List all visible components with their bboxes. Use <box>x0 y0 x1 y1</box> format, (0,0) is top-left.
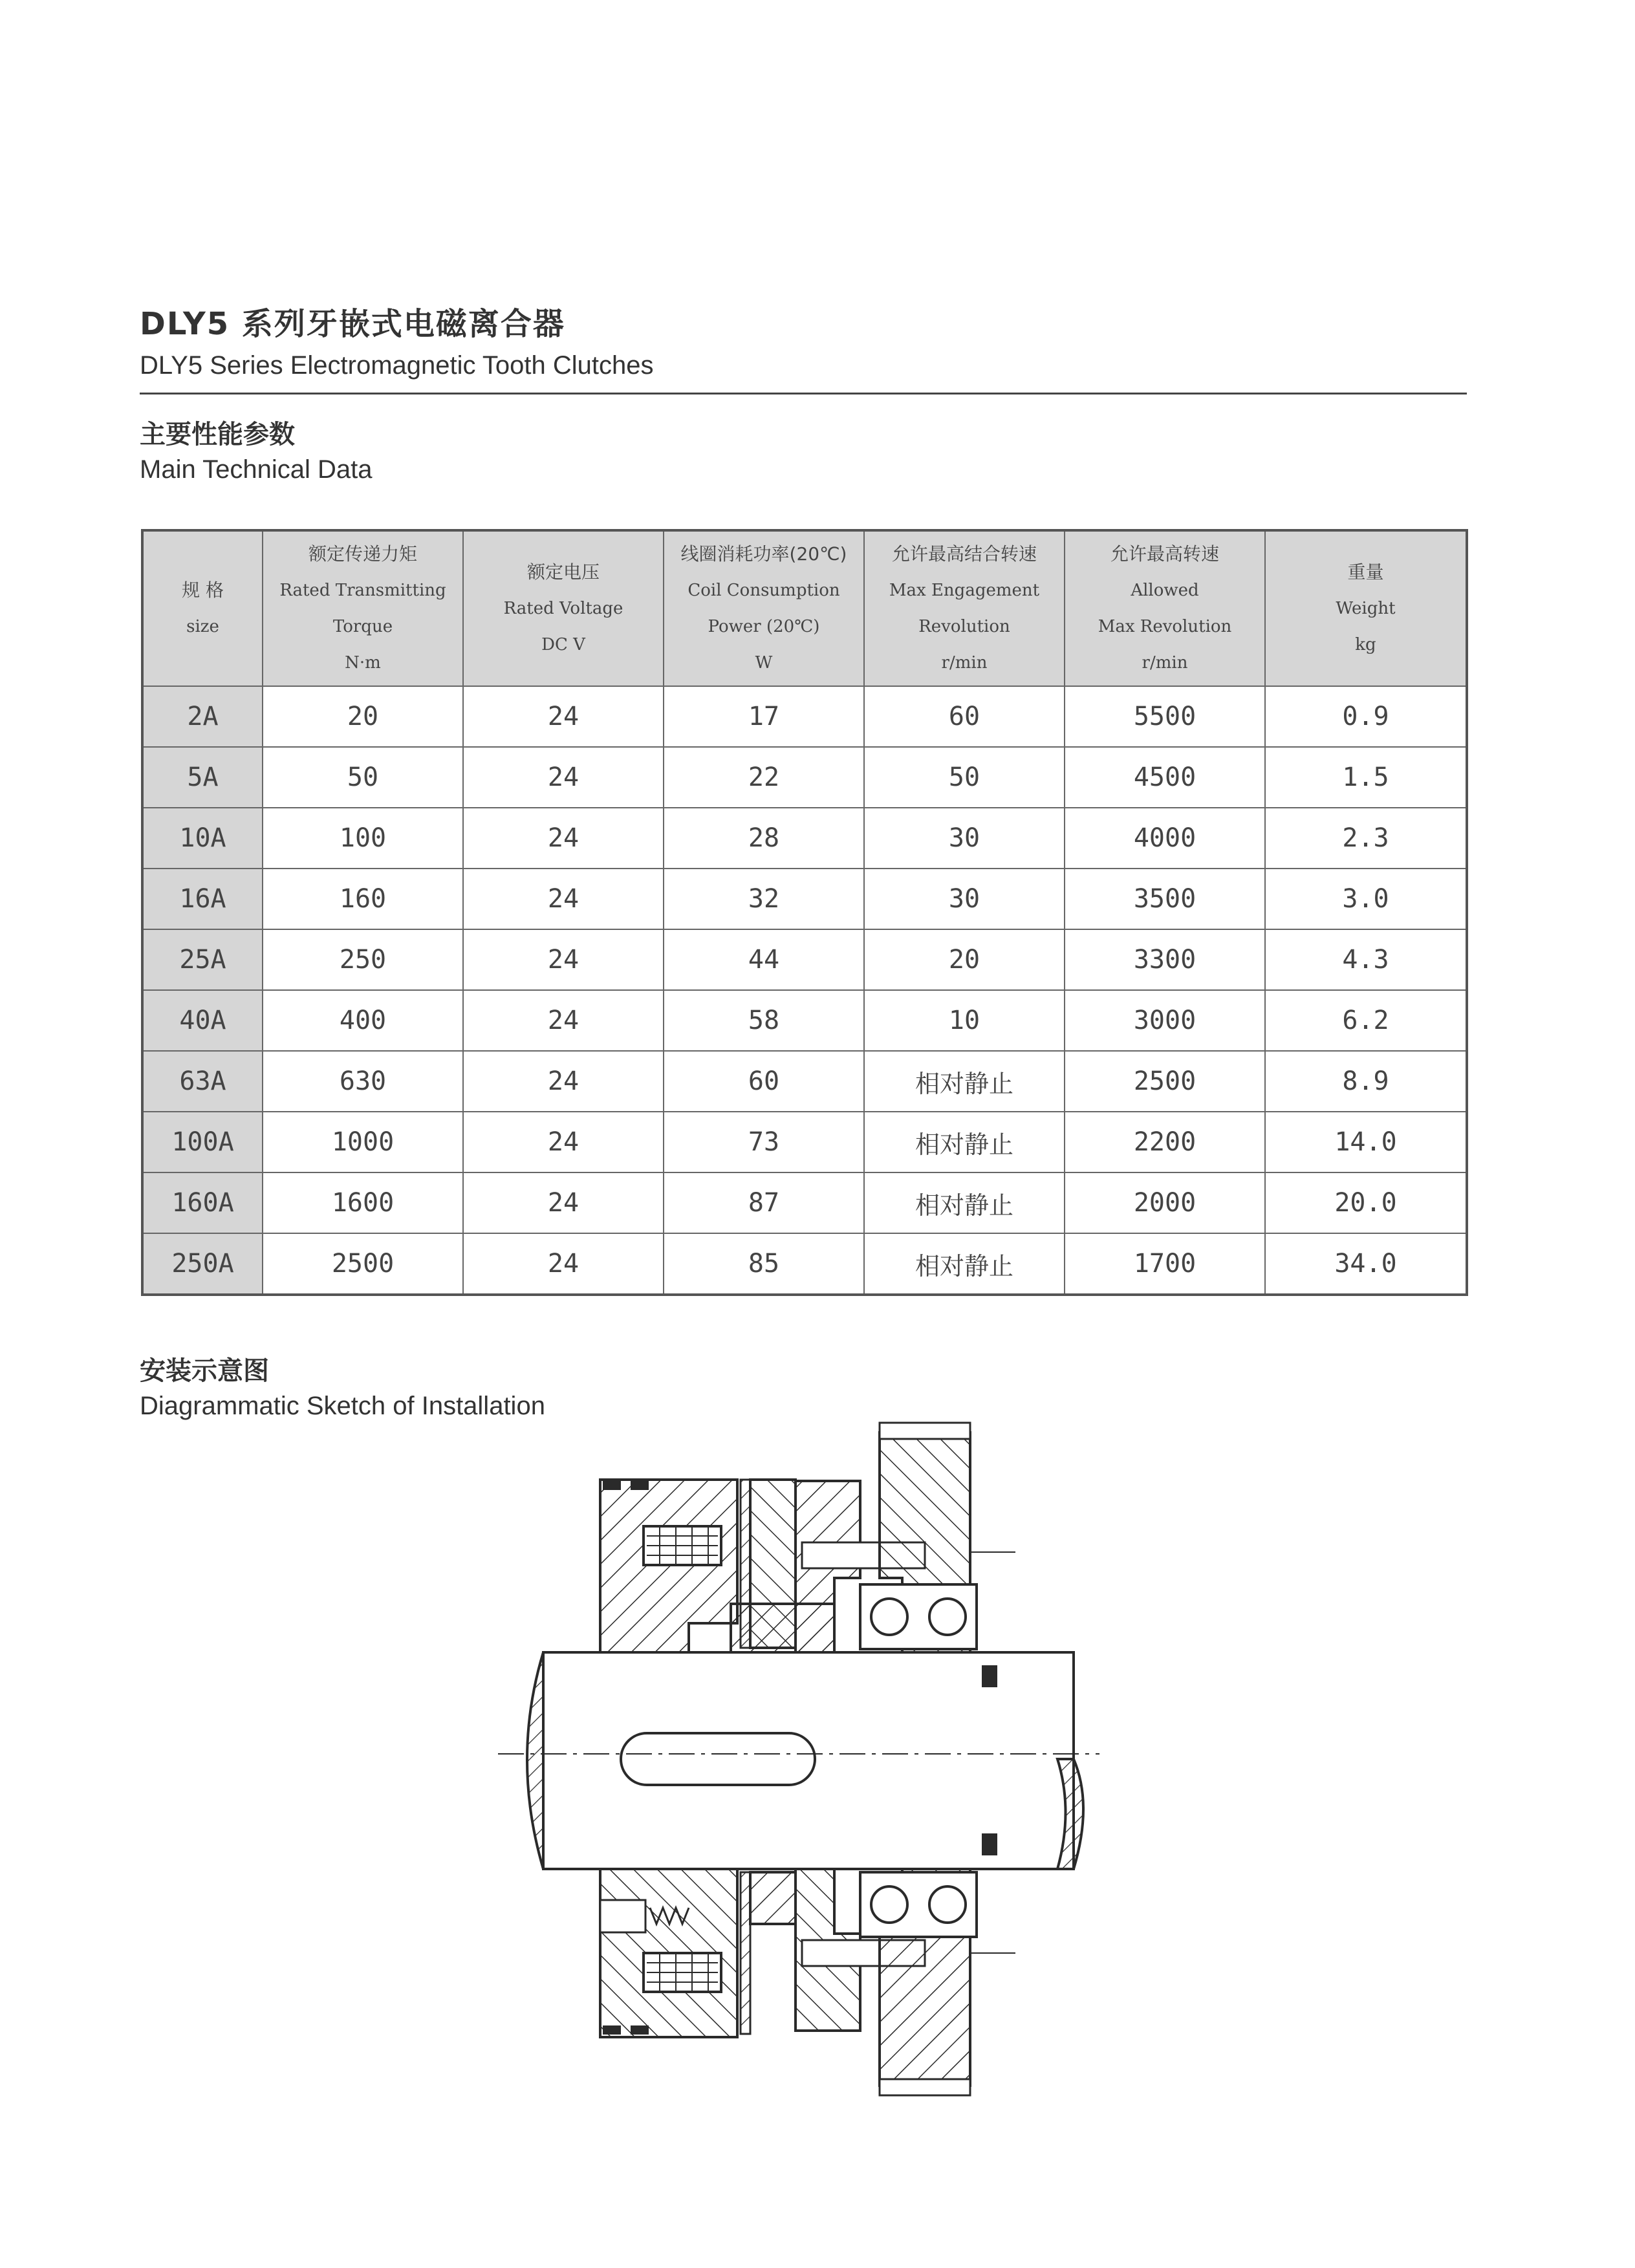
table-row <box>142 869 1467 929</box>
cell-revolution: 2000 <box>1065 1172 1265 1233</box>
cell-torque: 630 <box>263 1051 463 1112</box>
cell-revolution: 3500 <box>1065 869 1265 929</box>
clutch-body-upper <box>600 1480 737 1652</box>
cell-weight: 8.9 <box>1265 1051 1467 1112</box>
cell-power: 87 <box>664 1172 864 1233</box>
cell-power: 85 <box>664 1233 864 1295</box>
header-coil-power: 线圈消耗功率(20℃) Coil Consumption Power (20℃) W <box>664 530 864 686</box>
cell-voltage: 24 <box>463 990 664 1051</box>
section-heading-data-en: Main Technical Data <box>140 455 373 484</box>
cell-size: 25A <box>142 929 263 990</box>
cell-weight: 3.0 <box>1265 869 1467 929</box>
cell-engagement: 10 <box>864 990 1065 1051</box>
cell-weight: 2.3 <box>1265 808 1467 869</box>
cell-revolution: 3300 <box>1065 929 1265 990</box>
cell-weight: 20.0 <box>1265 1172 1467 1233</box>
cell-revolution: 5500 <box>1065 686 1265 747</box>
table-row <box>142 808 1467 869</box>
cell-engagement: 20 <box>864 929 1065 990</box>
cell-size: 2A <box>142 686 263 747</box>
section-heading-sketch-cn: 安装示意图 <box>140 1356 269 1386</box>
cell-engagement: 相对静止 <box>864 1233 1065 1295</box>
cell-size: 40A <box>142 990 263 1051</box>
cell-torque: 1600 <box>263 1172 463 1233</box>
cell-voltage: 24 <box>463 869 664 929</box>
cell-power: 28 <box>664 808 864 869</box>
cell-engagement: 相对静止 <box>864 1172 1065 1233</box>
page-title-cn: DLY5 系列牙嵌式电磁离合器 <box>140 306 565 342</box>
cell-weight: 14.0 <box>1265 1112 1467 1172</box>
cell-voltage: 24 <box>463 686 664 747</box>
cell-engagement: 相对静止 <box>864 1051 1065 1112</box>
header-size: 规 格 size <box>142 530 263 686</box>
cell-power: 32 <box>664 869 864 929</box>
header-rated-voltage: 额定电压 Rated Voltage DC V <box>463 530 664 686</box>
cell-engagement: 50 <box>864 747 1065 808</box>
cell-power: 73 <box>664 1112 864 1172</box>
cell-weight: 0.9 <box>1265 686 1467 747</box>
table-row <box>142 1233 1467 1295</box>
header-rated-torque: 额定传递力矩 Rated Transmitting Torque N·m <box>263 530 463 686</box>
section-heading-sketch-en: Diagrammatic Sketch of Installation <box>140 1392 545 1420</box>
cell-power: 60 <box>664 1051 864 1112</box>
page-title-en: DLY5 Series Electromagnetic Tooth Clutches <box>140 351 654 380</box>
table-row <box>142 747 1467 808</box>
table-row <box>142 990 1467 1051</box>
cell-size: 100A <box>142 1112 263 1172</box>
header-weight: 重量 Weight kg <box>1265 530 1467 686</box>
cell-voltage: 24 <box>463 1233 664 1295</box>
cell-voltage: 24 <box>463 1112 664 1172</box>
cell-size: 63A <box>142 1051 263 1112</box>
cell-torque: 2500 <box>263 1233 463 1295</box>
cell-engagement: 30 <box>864 808 1065 869</box>
installation-sketch <box>492 1416 1125 2102</box>
cell-torque: 50 <box>263 747 463 808</box>
table-row <box>142 1051 1467 1112</box>
cell-torque: 100 <box>263 808 463 869</box>
cell-revolution: 2500 <box>1065 1051 1265 1112</box>
cell-torque: 1000 <box>263 1112 463 1172</box>
cell-weight: 4.3 <box>1265 929 1467 990</box>
technical-data-table <box>141 529 1468 1296</box>
cell-torque: 250 <box>263 929 463 990</box>
cell-weight: 34.0 <box>1265 1233 1467 1295</box>
cell-torque: 400 <box>263 990 463 1051</box>
cell-revolution: 4500 <box>1065 747 1265 808</box>
table-header-row <box>142 530 1467 686</box>
cell-weight: 6.2 <box>1265 990 1467 1051</box>
cell-engagement: 30 <box>864 869 1065 929</box>
header-max-engagement: 允许最高结合转速 Max Engagement Revolution r/min <box>864 530 1065 686</box>
cell-revolution: 3000 <box>1065 990 1265 1051</box>
cell-size: 16A <box>142 869 263 929</box>
cell-voltage: 24 <box>463 1051 664 1112</box>
cell-power: 22 <box>664 747 864 808</box>
cell-torque: 160 <box>263 869 463 929</box>
cell-voltage: 24 <box>463 1172 664 1233</box>
cell-size: 250A <box>142 1233 263 1295</box>
section-heading-data-cn: 主要性能参数 <box>140 420 295 449</box>
cell-voltage: 24 <box>463 929 664 990</box>
table-row <box>142 1172 1467 1233</box>
table-row <box>142 929 1467 990</box>
title-divider <box>140 393 1467 394</box>
shaft <box>498 1652 1099 1869</box>
cell-power: 58 <box>664 990 864 1051</box>
cell-engagement: 60 <box>864 686 1065 747</box>
cell-torque: 20 <box>263 686 463 747</box>
cell-power: 44 <box>664 929 864 990</box>
cell-power: 17 <box>664 686 864 747</box>
table-row <box>142 1112 1467 1172</box>
cell-size: 160A <box>142 1172 263 1233</box>
cell-weight: 1.5 <box>1265 747 1467 808</box>
cell-size: 5A <box>142 747 263 808</box>
clutch-body-lower <box>600 1869 737 2037</box>
cell-voltage: 24 <box>463 808 664 869</box>
cell-revolution: 2200 <box>1065 1112 1265 1172</box>
table-row <box>142 686 1467 747</box>
cell-revolution: 4000 <box>1065 808 1265 869</box>
cell-size: 10A <box>142 808 263 869</box>
header-max-revolution: 允许最高转速 Allowed Max Revolution r/min <box>1065 530 1265 686</box>
cell-revolution: 1700 <box>1065 1233 1265 1295</box>
cell-voltage: 24 <box>463 747 664 808</box>
cell-engagement: 相对静止 <box>864 1112 1065 1172</box>
